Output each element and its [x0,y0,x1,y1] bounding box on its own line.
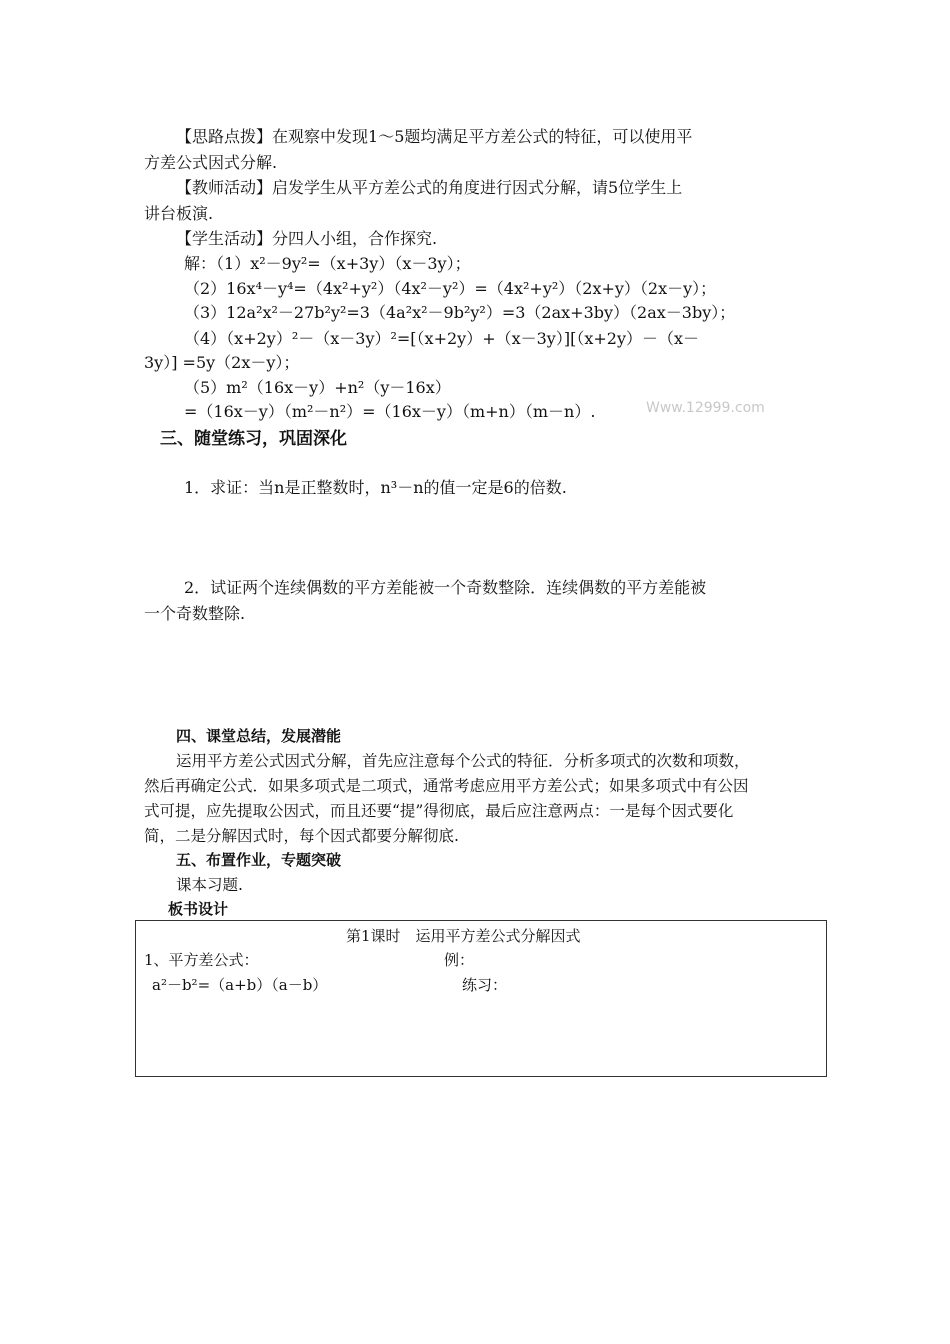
solution-1-text: （1）x²－9y²=（x+3y）（x－3y）； [216,254,471,273]
solution-5a: （5）m²（16x－y）+n²（y－16x） [184,378,451,397]
teacher-line-2: 讲台板演. [144,204,214,223]
exercise-2b: 一个奇数整除. [144,604,246,623]
summary-line-1: 运用平方差公式因式分解，首先应注意每个公式的特征．分析多项式的次数和项数， [176,752,750,770]
hint-line-2: 方差公式因式分解. [144,153,278,172]
section5-title: 五、布置作业，专题突破 [176,851,342,869]
solution-3: （3）12a²x²－27b²y²=3（4a²x²－9b²y²）=3（2ax+3by）（2ax－3by）； [184,303,736,322]
summary-line-4: 简，二是分解因式时，每个因式都要分解彻底. [144,827,459,845]
solution-4a: （4）（x+2y）²－（x－3y）²=[（x+2y）+（x－3y）][（x+2y）－（x－ [184,329,700,348]
section4-title: 四、课堂总结，发展潜能 [176,727,342,745]
summary-line-2: 然后再确定公式．如果多项式是二项式，通常考虑应用平方差公式；如果多项式中有公因 [144,777,749,795]
section3-title: 三、随堂练习，巩固深化 [160,429,347,449]
solution-5b: =（16x－y）（m²－n²）=（16x－y）（m+n）（m－n）. [184,402,596,421]
teacher-line-1 [176,177,682,199]
solution-lead: 解： [184,254,217,273]
student-text: 分四人小组，合作探究. [272,229,438,248]
board-heading: 板书设计 [168,900,229,918]
exercise-2a: 2．试证两个连续偶数的平方差能被一个奇数整除．连续偶数的平方差能被 [184,578,707,597]
watermark: Www.12999.com [646,400,765,416]
student-line [176,228,437,250]
solution-1 [184,253,471,275]
hint-tag: 【思路点拨】 [176,127,273,146]
board-title: 第1课时 运用平方差公式分解因式 [346,927,581,945]
summary-line-3: 式可提，应先提取公因式，而且还要“提”得彻底，最后应注意两点：一是每个因式要化 [144,802,734,820]
board-design-box [135,920,827,1077]
homework-text: 课本习题. [176,876,243,894]
teacher-tag: 【教师活动】 [176,178,273,197]
board-formula: a²－b²=（a+b）（a－b） [152,976,328,994]
board-example-label: 例： [444,951,475,969]
board-practice-label: 练习： [462,976,508,994]
teacher-text-1: 启发学生从平方差公式的角度进行因式分解，请5位学生上 [272,178,683,197]
solution-2: （2）16x⁴－y⁴=（4x²+y²）（4x²－y²）=（4x²+y²）（2x+y）（2x－y）； [184,279,717,298]
board-formula-label: 1、平方差公式： [144,951,259,969]
exercise-1: 1．求证：当n是正整数时，n³－n的值一定是6的倍数. [184,478,567,497]
solution-4b: 3y）] =5y（2x－y）； [144,353,300,372]
hint-text-1: 在观察中发现1～5题均满足平方差公式的特征，可以使用平 [272,127,693,146]
student-tag: 【学生活动】 [176,229,273,248]
hint-line-1 [176,126,692,148]
